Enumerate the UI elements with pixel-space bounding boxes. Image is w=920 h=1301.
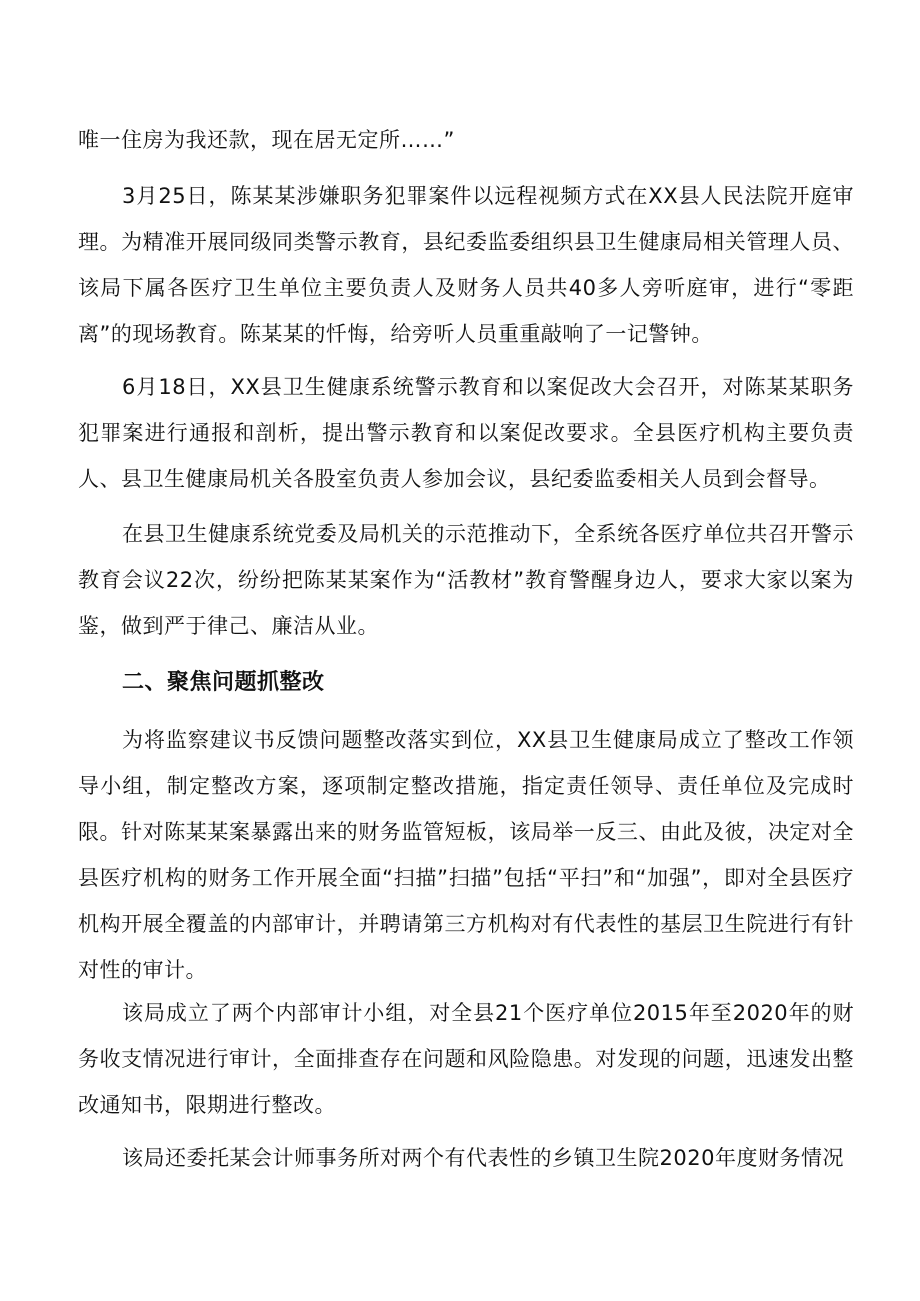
paragraph-accounting-firm: 该局还委托某会计师事务所对两个有代表性的乡镇卫生院2020年度财务情况	[122, 1146, 844, 1170]
paragraph-rectification: 为将监察建议书反馈问题整改落实到位，XX县卫生健康局成立了整改工作领导小组，制定整改方案，逐项制定整改措施，指定责任领导、责任单位及完成时限。针对陈某某案暴露出来的财务监管短板，该局举一反三、由此及彼，决定对全县医疗机构的财务工作开展全面“扫描”扫描”包括“平扫”和“加强”，即对全县医疗机构开展全覆盖的内部审计，并聘请第三方机构对有代表性的基层卫生院进行有针对性的审计。	[78, 728, 854, 982]
paragraph-court-hearing: 3月25日，陈某某涉嫌职务犯罪案件以远程视频方式在XX县人民法院开庭审理。为精准开展同级同类警示教育，县纪委监委组织县卫生健康局相关管理人员、该局下属各医疗卫生单位主要负责人及财务人员共40多人旁听庭审，进行“零距离”的现场教育。陈某某的忏悔，给旁听人员重重敲响了一记警钟。	[78, 184, 854, 346]
paragraph-continuation: 唯一住房为我还款，现在居无定所……”	[78, 128, 455, 152]
section-heading: 二、聚焦问题抓整改	[122, 670, 325, 695]
paragraph-internal-audit: 该局成立了两个内部审计小组，对全县21个医疗单位2015年至2020年的财务收支情况进行审计，全面排查存在问题和风险隐患。对发现的问题，迅速发出整改通知书，限期进行整改。	[78, 1001, 854, 1117]
paragraph-warning-conference: 6月18日，XX县卫生健康系统警示教育和以案促改大会召开，对陈某某职务犯罪案进行通报和剖析，提出警示教育和以案促改要求。全县医疗机构主要负责人、县卫生健康局机关各股室负责人参加会议，县纪委监委相关人员到会督导。	[78, 375, 854, 491]
paragraph-demonstration: 在县卫生健康系统党委及局机关的示范推动下，全系统各医疗单位共召开警示教育会议22次，纷纷把陈某某案作为“活教材”教育警醒身边人，要求大家以案为鉴，做到严于律己、廉洁从业。	[78, 522, 854, 638]
